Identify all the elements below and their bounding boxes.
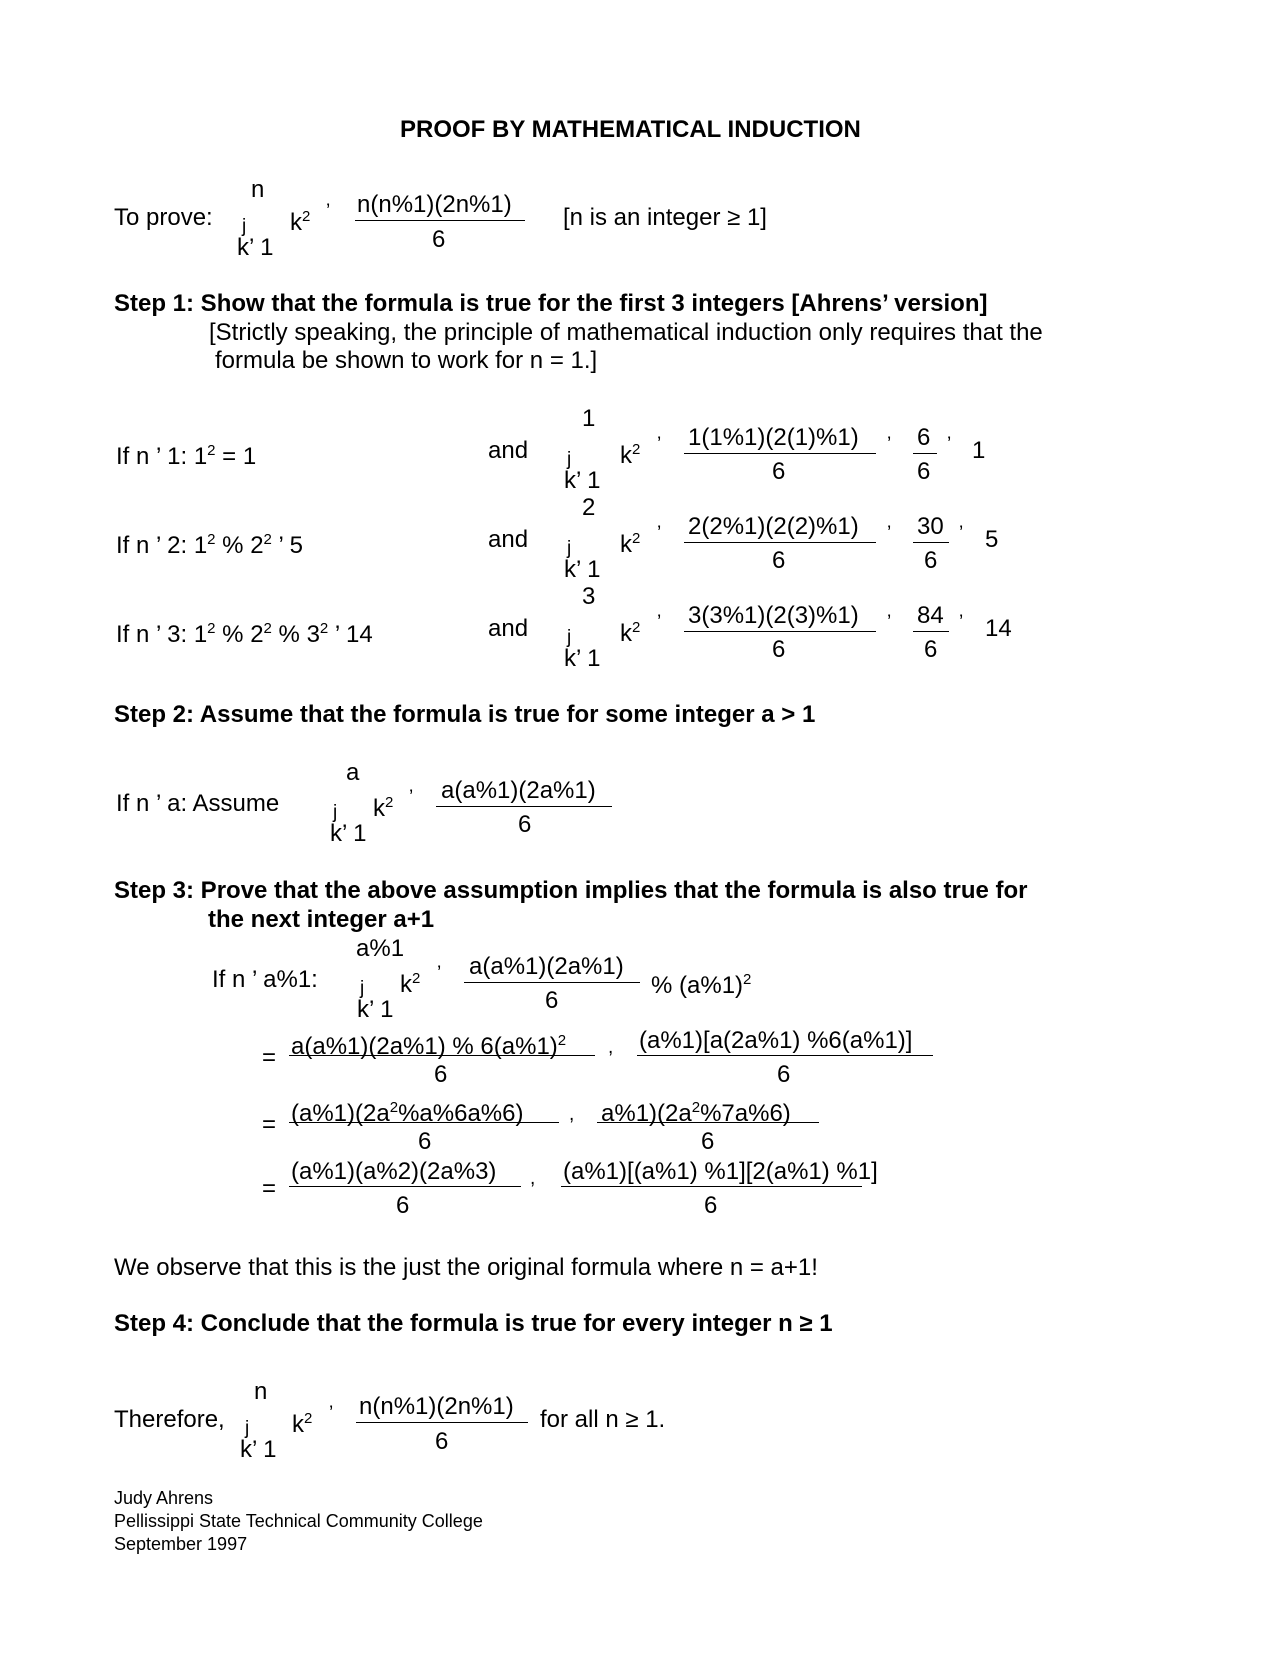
step3-heading-line1: Step 3: Prove that the above assumption implies that the formula is also true for	[114, 877, 1028, 904]
equals-sign: ’	[326, 201, 331, 222]
separator: ,	[608, 1037, 614, 1058]
sum-lower-limit: k’ 1	[237, 234, 274, 261]
page-title: PROOF BY MATHEMATICAL INDUCTION	[400, 116, 861, 143]
fraction-bar	[684, 453, 876, 454]
added-term: % $(a\%1)^2$	[651, 971, 752, 999]
assume-lhs: If n ’ a: Assume	[116, 790, 280, 817]
fraction-denominator: 6	[924, 547, 938, 574]
equals-sign: =	[262, 1111, 277, 1138]
fraction-denominator: 6	[704, 1192, 718, 1219]
fraction-numerator: a(a%1)(2a%1)	[441, 777, 596, 804]
separator: ,	[530, 1168, 536, 1189]
fraction-numerator: 1(1%1)(2(1)%1)	[688, 424, 859, 451]
fraction-denominator: 6	[434, 1061, 448, 1088]
fraction-numerator: $(a\%1)(2a^2\%a\%6a\%6)$	[291, 1099, 524, 1127]
fraction-bar	[356, 1422, 528, 1423]
fraction-bar	[289, 1055, 595, 1056]
document-date: September 1997	[114, 1534, 248, 1554]
fraction-bar	[913, 453, 937, 454]
sum-upper-limit: 2	[582, 494, 596, 521]
fraction-numerator: a(a%1)(2a%1) % $6(a\%1)^2$	[291, 1032, 567, 1060]
sum-lower-limit: k’ 1	[564, 467, 601, 494]
equals-sign: ’	[657, 612, 662, 633]
row-result: 1	[972, 437, 986, 464]
sum-upper-limit: a	[346, 759, 360, 786]
fraction-bar	[289, 1186, 521, 1187]
equals-sign: ’	[657, 434, 662, 455]
fraction-numerator: n(n%1)(2n%1)	[359, 1393, 514, 1420]
separator: ,	[569, 1104, 575, 1125]
step3-heading-line2: the next integer a+1	[208, 906, 435, 933]
fraction-bar	[464, 982, 640, 983]
sum-lower-limit: k’ 1	[357, 996, 394, 1023]
equals-sign: ’	[959, 523, 964, 544]
fraction-numerator: (a%1)[a(2a%1) %6(a%1)]	[639, 1027, 913, 1054]
fraction-denominator: 6	[701, 1128, 715, 1155]
fraction-numerator: $a\%1)(2a^2\%7a\%6)$	[601, 1099, 791, 1127]
fraction-bar	[561, 1186, 862, 1187]
fraction-denominator: 6	[518, 811, 532, 838]
and-word: and	[488, 437, 529, 464]
fraction-denominator: 6	[924, 636, 938, 663]
fraction-bar	[355, 220, 525, 221]
fraction-denominator: 6	[435, 1428, 449, 1455]
equals-sign: ’	[959, 612, 964, 633]
equals-sign: ’	[947, 434, 952, 455]
and-word: and	[488, 526, 529, 553]
fraction-bar	[913, 631, 949, 632]
step4-heading: Step 4: Conclude that the formula is true for every integer n ≥ 1	[114, 1310, 833, 1337]
sigma-symbol: j	[567, 538, 572, 559]
row-lhs: If n ’ 3: $1^2$ % $2^2$ % $3^2$ ’ 14	[116, 620, 373, 648]
fraction-bar	[436, 806, 612, 807]
fraction-denominator: 6	[772, 636, 786, 663]
fraction-bar	[637, 1055, 933, 1056]
equals-sign: ’	[409, 787, 414, 808]
sum-term: $k^2$	[400, 970, 421, 998]
sum-term: $k^2$	[620, 441, 641, 469]
sum-term: $k^2$	[292, 1410, 313, 1438]
sum-upper-limit: a%1	[356, 935, 405, 962]
fraction-bar	[289, 1122, 559, 1123]
fraction-denominator: 6	[772, 458, 786, 485]
sum-upper-limit: n	[251, 176, 265, 203]
sum-lower-limit: k’ 1	[330, 820, 367, 847]
equals-sign: ’	[887, 434, 892, 455]
fraction-numerator: 6	[917, 424, 931, 451]
to-prove-label: To prove:	[114, 204, 213, 231]
fraction-denominator: 6	[545, 987, 559, 1014]
sigma-symbol: j	[567, 627, 572, 648]
sigma-symbol: j	[245, 1418, 250, 1439]
institution-name: Pellissippi State Technical Community College	[114, 1511, 483, 1531]
sigma-symbol: j	[333, 802, 338, 823]
therefore-label: Therefore,	[114, 1406, 225, 1433]
fraction-denominator: 6	[432, 226, 446, 253]
fraction-denominator: 6	[396, 1192, 410, 1219]
fraction-bar	[597, 1122, 819, 1123]
fraction-bar	[684, 542, 876, 543]
step1-note-line1: [Strictly speaking, the principle of mathematical induction only requires that the	[209, 319, 1043, 346]
conclusion-tail: for all n ≥ 1.	[540, 1406, 666, 1433]
fraction-numerator: 84	[917, 602, 944, 629]
row-result: 14	[985, 615, 1012, 642]
sum-term: $k^2$	[620, 619, 641, 647]
step2-heading: Step 2: Assume that the formula is true for some integer a > 1	[114, 701, 816, 728]
fraction-numerator: n(n%1)(2n%1)	[357, 191, 512, 218]
sigma-symbol: j	[567, 449, 572, 470]
sum-term: $k^2$	[373, 794, 394, 822]
sum-lower-limit: k’ 1	[564, 556, 601, 583]
fraction-numerator: 2(2%1)(2(2)%1)	[688, 513, 859, 540]
fraction-numerator: (a%1)[(a%1) %1][2(a%1) %1]	[563, 1158, 878, 1185]
fraction-numerator: 30	[917, 513, 944, 540]
sum-upper-limit: n	[254, 1378, 268, 1405]
sum-lower-limit: k’ 1	[564, 645, 601, 672]
equals-sign: =	[262, 1175, 277, 1202]
fraction-denominator: 6	[917, 458, 931, 485]
sum-term: $k^2$	[620, 530, 641, 558]
fraction-denominator: 6	[772, 547, 786, 574]
equals-sign: ’	[329, 1403, 334, 1424]
derivation-lhs: If n ’ a%1:	[212, 966, 318, 993]
row-lhs: If n ’ 2: $1^2$ % $2^2$ ’ 5	[116, 531, 304, 559]
sum-upper-limit: 1	[582, 405, 596, 432]
observation-text: We observe that this is the just the original formula where n = a+1!	[114, 1254, 818, 1281]
author-name: Judy Ahrens	[114, 1488, 214, 1508]
sigma-symbol: j	[360, 978, 365, 999]
sum-term: $k^2$	[290, 208, 311, 236]
row-result: 5	[985, 526, 999, 553]
sum-lower-limit: k’ 1	[240, 1436, 277, 1463]
equals-sign: =	[262, 1044, 277, 1071]
and-word: and	[488, 615, 529, 642]
fraction-denominator: 6	[777, 1061, 791, 1088]
equals-sign: ’	[887, 523, 892, 544]
fraction-bar	[684, 631, 876, 632]
equals-sign: ’	[437, 963, 442, 984]
integer-condition: [n is an integer ≥ 1]	[563, 204, 767, 231]
step1-note-line2: formula be shown to work for n = 1.]	[215, 347, 598, 374]
sigma-symbol: j	[242, 216, 247, 237]
fraction-denominator: 6	[418, 1128, 432, 1155]
sum-upper-limit: 3	[582, 583, 596, 610]
equals-sign: ’	[657, 523, 662, 544]
row-lhs: If n ’ 1: $1^2 = 1$	[116, 442, 257, 470]
equals-sign: ’	[887, 612, 892, 633]
fraction-numerator: a(a%1)(2a%1)	[469, 953, 624, 980]
fraction-numerator: 3(3%1)(2(3)%1)	[688, 602, 859, 629]
step1-heading: Step 1: Show that the formula is true for the first 3 integers [Ahrens’ version]	[114, 290, 988, 317]
fraction-bar	[913, 542, 949, 543]
fraction-numerator: (a%1)(a%2)(2a%3)	[291, 1158, 497, 1185]
